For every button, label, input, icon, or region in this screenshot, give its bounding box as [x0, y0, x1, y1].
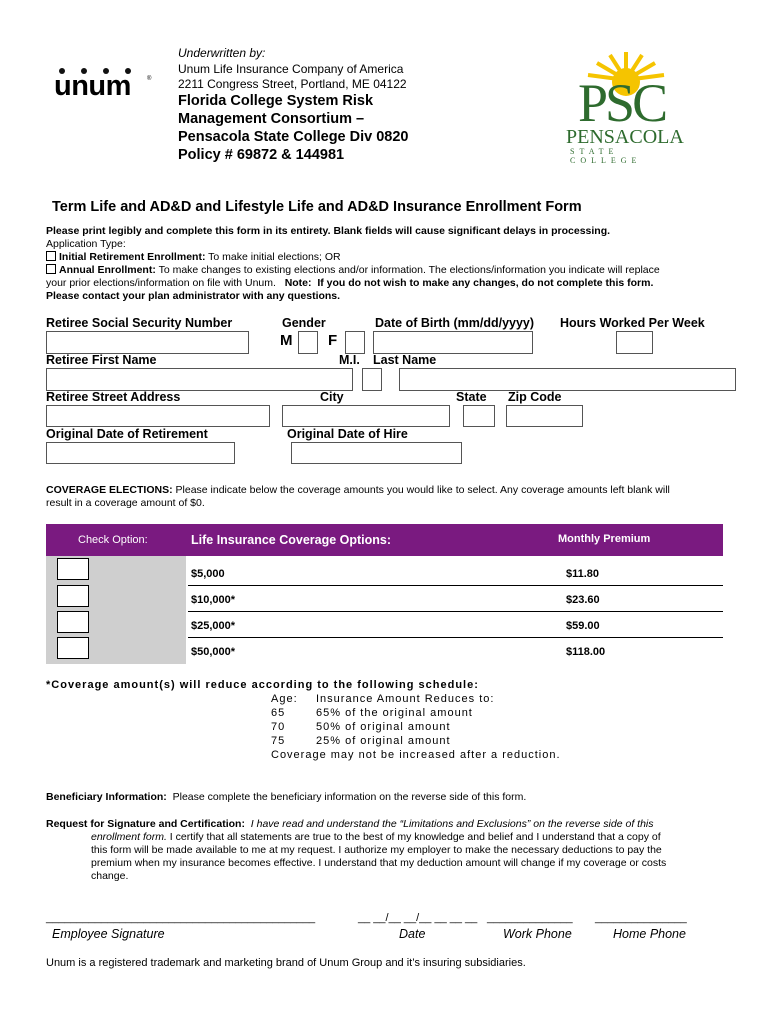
unum-logo-text: unum: [54, 70, 131, 102]
certification-line-1: [46, 818, 654, 831]
gender-label: Gender: [282, 316, 326, 330]
schedule-heading: *Coverage amount(s) will reduce according to the following schedule:: [46, 679, 479, 691]
psc-subtitle: STATE COLLEGE: [570, 147, 642, 165]
coverage-amount: $10,000*: [191, 594, 236, 606]
zip-label: Zip Code: [508, 390, 562, 404]
application-type: Application Type:: [46, 238, 126, 250]
table-row: [188, 612, 723, 638]
beneficiary-text: Please complete the beneficiary information on the reverse side of this form.: [166, 791, 527, 803]
coverage-elections-text: [46, 484, 670, 497]
hours-field[interactable]: [616, 331, 653, 354]
annual-enrollment-note: [46, 277, 653, 290]
street-label: Retiree Street Address: [46, 390, 181, 404]
check-option-header: Check Option:: [78, 534, 148, 546]
coverage-options-header: Life Insurance Coverage Options:: [191, 533, 392, 547]
table-row: [188, 560, 723, 586]
mi-field[interactable]: [362, 368, 382, 391]
unum-logo: [54, 66, 158, 102]
gender-m-checkbox[interactable]: [298, 331, 318, 354]
hire-date-label: Original Date of Hire: [287, 427, 408, 441]
annual-text-2: your prior elections/information on file with Unum.: [46, 277, 285, 289]
last-name-field[interactable]: [399, 368, 736, 391]
coverage-25000-checkbox[interactable]: [57, 611, 89, 633]
annual-enrollment-text: To make changes to existing elections and/or information. The elections/information you indicate will replace: [155, 264, 660, 276]
annual-enrollment-checkbox[interactable]: [46, 264, 56, 274]
hours-label: Hours Worked Per Week: [560, 316, 705, 330]
policy-line-1: Florida College System Risk: [178, 93, 374, 109]
first-name-field[interactable]: [46, 368, 353, 391]
retirement-date-label: Original Date of Retirement: [46, 427, 208, 441]
coverage-heading: COVERAGE ELECTIONS:: [46, 484, 173, 496]
policy-line-2: Management Consortium –: [178, 111, 365, 127]
certification-text-2: I certify that all statements are true to the best of my knowledge and belief and I understand that a copy of: [166, 831, 661, 843]
company-address: 2211 Congress Street, Portland, ME 04122: [178, 77, 407, 91]
gender-f-label: F: [328, 332, 338, 349]
schedule-amount: 25% of original amount: [316, 735, 451, 747]
signature-line[interactable]: ____________________________________________: [46, 912, 316, 924]
schedule-amount: 65% of the original amount: [316, 707, 473, 719]
schedule-amount: 50% of original amount: [316, 721, 451, 733]
ssn-label: Retiree Social Security Number: [46, 316, 233, 330]
initial-enrollment-label: Initial Retirement Enrollment:: [59, 251, 206, 263]
coverage-amount: $25,000*: [191, 620, 236, 632]
mi-label: M.I.: [339, 353, 360, 367]
psc-logo: [560, 50, 690, 165]
annual-enrollment-option[interactable]: [46, 264, 660, 277]
beneficiary-label: Beneficiary Information:: [46, 791, 167, 803]
home-phone-line[interactable]: _______________: [595, 912, 687, 924]
policy-line-4: Policy # 69872 & 144981: [178, 147, 345, 163]
coverage-amount: $5,000: [191, 568, 225, 580]
monthly-premium-header: Monthly Premium: [558, 533, 651, 545]
annual-enrollment-label: Annual Enrollment:: [59, 264, 156, 276]
psc-logo-text: PSC: [578, 73, 666, 133]
form-title: Term Life and AD&D and Lifestyle Life and AD&D Insurance Enrollment Form: [52, 199, 582, 215]
retirement-date-field[interactable]: [46, 442, 235, 464]
schedule-age: 75: [271, 735, 286, 747]
state-label: State: [456, 390, 487, 404]
coverage-10000-checkbox[interactable]: [57, 585, 89, 607]
certification-italic-2: enrollment form.: [91, 831, 167, 843]
date-line[interactable]: __ __/__ __/__ __ __ __: [358, 912, 478, 924]
monthly-premium: $118.00: [566, 646, 606, 658]
last-name-label: Last Name: [373, 353, 437, 367]
coverage-text-2: result in a coverage amount of $0.: [46, 497, 205, 509]
schedule-note: Coverage may not be increased after a reduction.: [271, 749, 561, 761]
schedule-age-label: Age:: [271, 693, 298, 705]
certification-line-2: [91, 831, 661, 844]
schedule-age: 65: [271, 707, 286, 719]
schedule-reduces-label: Insurance Amount Reduces to:: [316, 693, 495, 705]
zip-field[interactable]: [506, 405, 583, 427]
city-field[interactable]: [282, 405, 450, 427]
employee-signature-label: Employee Signature: [52, 927, 165, 941]
beneficiary-info: [46, 791, 526, 804]
monthly-premium: $11.80: [566, 568, 600, 580]
company-name: Unum Life Insurance Company of America: [178, 62, 404, 76]
policy-line-3: Pensacola State College Div 0820: [178, 129, 409, 145]
coverage-50000-checkbox[interactable]: [57, 637, 89, 659]
monthly-premium: $59.00: [566, 620, 600, 632]
schedule-age: 70: [271, 721, 286, 733]
coverage-text-1: Please indicate below the coverage amounts you would like to select. Any coverage amounts left blank will: [172, 484, 670, 496]
certification-line-3: this form will be made available to me at my request. I authorize my employer to make the necessary deductions to pay the: [91, 844, 662, 856]
certification-line-4: premium when my insurance becomes effective. I understand that my deduction amount will change if my coverage or costs: [91, 857, 667, 869]
home-phone-label: Home Phone: [613, 927, 686, 941]
first-name-label: Retiree First Name: [46, 353, 157, 367]
dob-label: Date of Birth (mm/dd/yyyy): [375, 316, 535, 330]
psc-name: PENSACOLA: [566, 126, 684, 148]
gender-m-label: M: [280, 332, 293, 349]
initial-enrollment-option[interactable]: [46, 251, 341, 264]
initial-enrollment-checkbox[interactable]: [46, 251, 56, 261]
coverage-amount: $50,000*: [191, 646, 236, 658]
unum-tm-mark: ®: [147, 76, 152, 82]
work-phone-label: Work Phone: [503, 927, 572, 941]
certification-italic-1: I have read and understand the “Limitations and Exclusions” on the reverse side of this: [244, 818, 654, 830]
date-label: Date: [399, 927, 426, 941]
certification-label: Request for Signature and Certification:: [46, 818, 245, 830]
monthly-premium: $23.60: [566, 594, 600, 606]
state-field[interactable]: [463, 405, 495, 427]
table-row: [188, 638, 723, 664]
gender-f-checkbox[interactable]: [345, 331, 365, 354]
table-row: [188, 586, 723, 612]
contact-text: Please contact your plan administrator with any questions.: [46, 290, 341, 302]
footer-text: Unum is a registered trademark and marketing brand of Unum Group and it’s insuring subsidiaries.: [46, 957, 526, 969]
work-phone-line[interactable]: ______________: [487, 912, 573, 924]
certification-line-5: change.: [91, 870, 129, 882]
dob-field[interactable]: [373, 331, 533, 354]
instructions: Please print legibly and complete this form in its entirety. Blank fields will cause significant delays in processing.: [46, 225, 611, 237]
hire-date-field[interactable]: [291, 442, 462, 464]
coverage-5000-checkbox[interactable]: [57, 558, 89, 580]
city-label: City: [320, 390, 344, 404]
note-text: Note: If you do not wish to make any changes, do not complete this form.: [284, 277, 654, 289]
ssn-field[interactable]: [46, 331, 249, 354]
underwritten-by: Underwritten by:: [178, 46, 266, 60]
initial-enrollment-text: To make initial elections; OR: [205, 251, 341, 263]
street-field[interactable]: [46, 405, 270, 427]
